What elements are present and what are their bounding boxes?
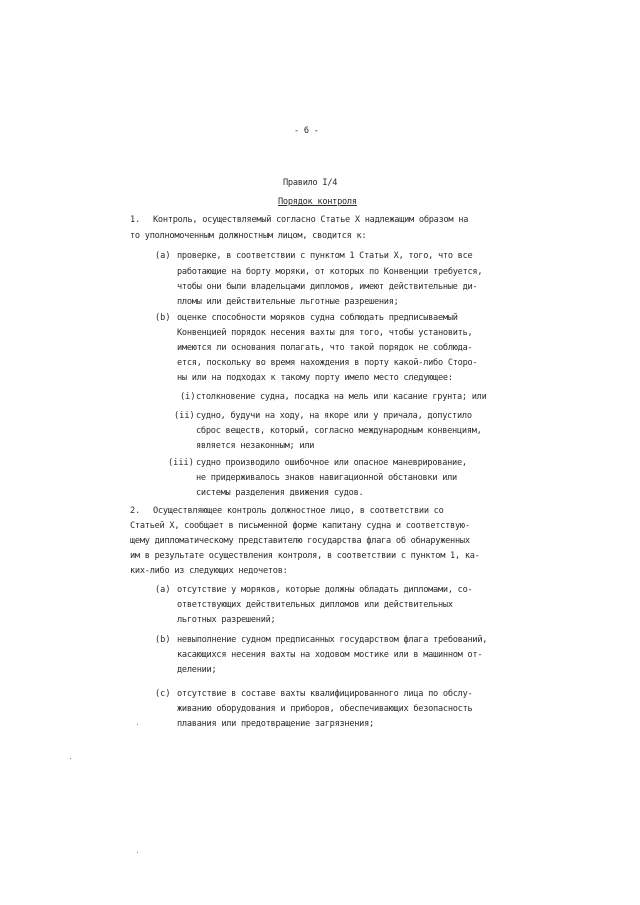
item-line: плавания или предотвращение загрязнения; [177, 719, 374, 729]
scan-speck [70, 758, 71, 759]
item-line: отсутствие у моряков, которые должны обладать дипломами, со- [177, 585, 473, 595]
subitem-line: столкновение судна, посадка на мель или касание грунта; или [196, 392, 487, 402]
subitem-line: не придерживалось знаков навигационной обстановки или [196, 473, 457, 483]
item-line: невыполнение судном предписанных государством флага требований, [177, 635, 488, 645]
item-line: пломы или действительные льготные разрешения; [177, 297, 399, 307]
item-line: чтобы они были владельцами дипломов, имеют действительные ди- [177, 282, 478, 292]
scan-speck [137, 724, 138, 725]
item-line: ответствующих действительных дипломов или действительных [177, 600, 453, 610]
item-line: льготных разрешений; [177, 615, 276, 625]
subitem-line: является незаконным; или [196, 441, 315, 451]
subitem-marker: (iii) [168, 458, 194, 468]
item-line: ны или на подходах к такому порту имело место следующее: [177, 373, 453, 383]
item-line: имеются ли основания полагать, что такой порядок не соблюда- [177, 343, 473, 353]
item-marker: (b) [155, 635, 171, 645]
item-marker: (a) [155, 585, 171, 595]
item-marker: (b) [155, 313, 171, 323]
item-marker: (a) [155, 251, 171, 261]
paragraph-line: им в результате осуществления контроля, в соответствии с пунктом 1, ка- [130, 551, 480, 561]
paragraph-line: щему дипломатическому представителю государства флага об обнаруженных [130, 536, 470, 546]
item-line: живанию оборудования и приборов, обеспечивающих безопасность [177, 704, 473, 714]
subitem-line: судно, будучи на ходу, на якоре или у причала, допустило [196, 411, 472, 421]
rule-title: Правило I/4 [283, 178, 338, 188]
item-line: Конвенцией порядок несения вахты для того, чтобы установить, [177, 328, 473, 338]
item-line: ется, поскольку во время нахождения в порту какой-либо Сторо- [177, 358, 478, 368]
item-line: работающие на борту моряки, от которых по Конвенции требуется, [177, 267, 483, 277]
paragraph-line: то уполномоченным должностным лицом, сводится к: [130, 231, 367, 241]
item-line: касающихся несения вахты на ходовом мостике или в машинном от- [177, 650, 483, 660]
subitem-marker: (i) [180, 392, 196, 402]
section-subtitle: Порядок контроля [278, 197, 357, 207]
subitem-line: системы разделения движения судов. [196, 488, 364, 498]
item-line: проверке, в соответствии с пунктом 1 Статьи Х, того, что все [177, 251, 473, 261]
paragraph-line: ких-либо из следующих недочетов: [130, 566, 288, 576]
page-number: - 6 - [294, 126, 319, 136]
item-marker: (c) [155, 689, 171, 699]
paragraph-line: Контроль, осуществляемый согласно Статье Х надлежащим образом на [153, 215, 469, 225]
paragraph-line: Осуществляющее контроль должностное лицо, в соответствии со [153, 506, 444, 516]
paragraph-number: 1. [130, 215, 141, 225]
subitem-marker: (ii) [174, 411, 195, 421]
scan-speck [137, 852, 138, 853]
subitem-line: судно производило ошибочное или опасное маневрирование, [196, 458, 467, 468]
paragraph-line: Статьей Х, сообщает в письменной форме капитану судна и соответствую- [130, 521, 470, 531]
item-line: делении; [177, 665, 217, 675]
subitem-line: сброс веществ, который, согласно международным конвенциям, [196, 426, 482, 436]
paragraph-number: 2. [130, 506, 141, 516]
item-line: оценке способности моряков судна соблюдать предписываемый [177, 313, 458, 323]
item-line: отсутствие в составе вахты квалифицированного лица по обслу- [177, 689, 473, 699]
